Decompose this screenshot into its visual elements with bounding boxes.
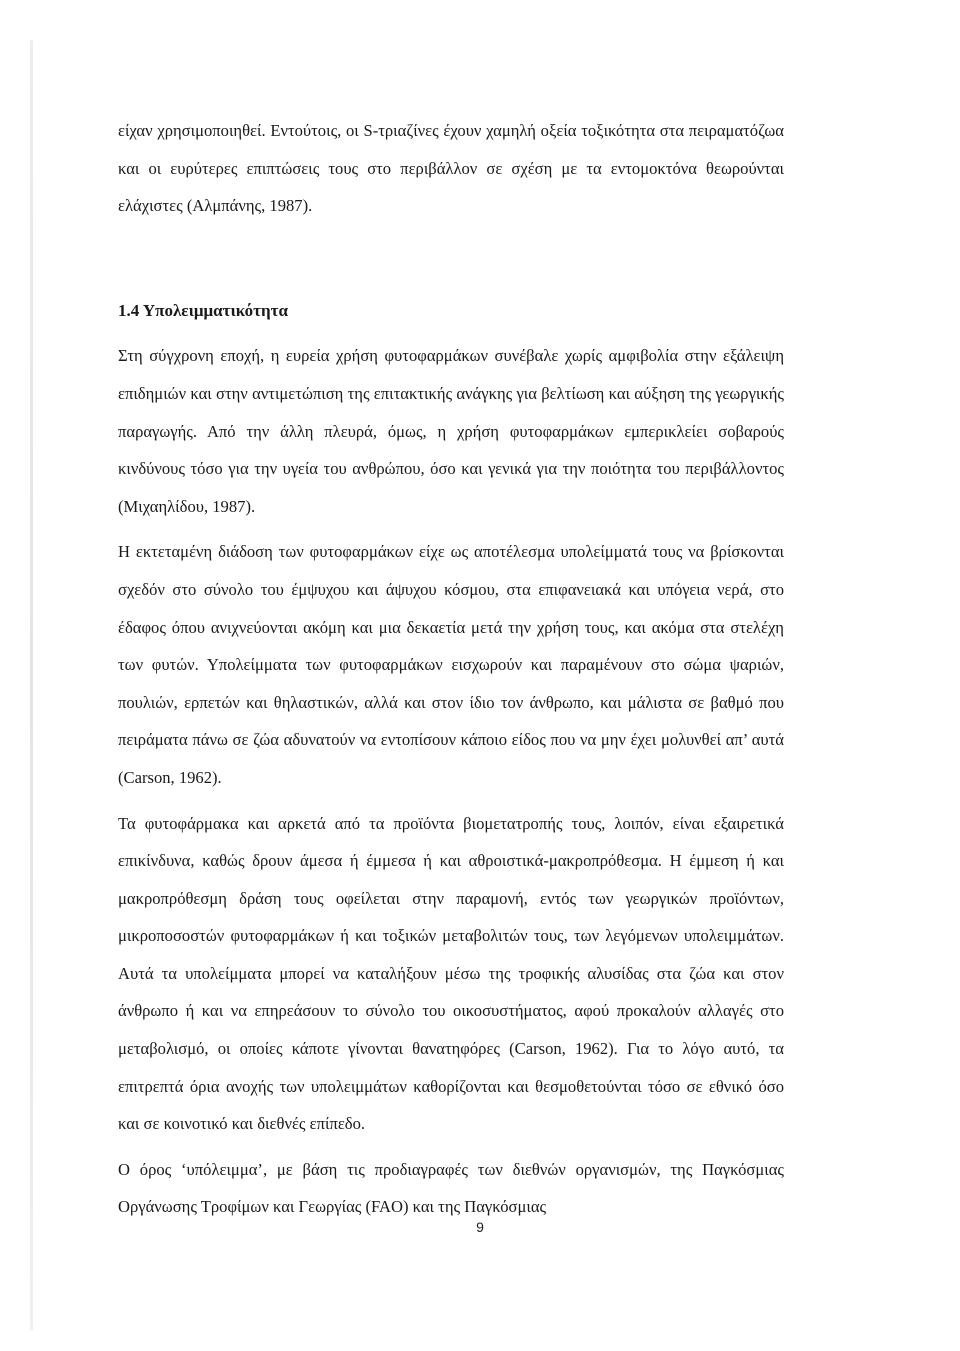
scan-edge-shadow xyxy=(30,40,33,1330)
paragraph-continued: είχαν χρησιμοποιηθεί. Εντούτοις, οι S-τριαζίνες έχουν χαμηλή οξεία τοξικότητα στα πειραματόζωα και οι ευρύτερες επιπτώσεις τους στο περιβάλλον σε σχέση με τα εντομοκτόνα θεωρούνται ελάχιστες (Αλμπάνης, 1987). xyxy=(118,121,784,216)
page-number: 9 xyxy=(476,1219,484,1235)
document-page xyxy=(118,112,784,1226)
paragraph-1: Στη σύγχρονη εποχή, η ευρεία χρήση φυτοφαρμάκων συνέβαλε χωρίς αμφιβολία στην εξάλειψη επιδημιών και στην αντιμετώπιση της επιτακτικής ανάγκης για βελτίωση και αύξηση της γεωργικής παραγωγής. Από την άλλη πλευρά, όμως, η χρήση φυτοφαρμάκων εμπερικλείει σοβαρούς κινδύνους τόσο για την υγεία του ανθρώπου, όσο και γενικά για την ποιότητα του περιβάλλοντος (Μιχαηλίδου, 1987). xyxy=(118,346,784,516)
paragraph-4: Ο όρος ‘υπόλειμμα’, με βάση τις προδιαγραφές των διεθνών οργανισμών, της Παγκόσμιας Οργάνωσης Τροφίμων και Γεωργίας (FAO) και της Παγκόσμιας xyxy=(118,1159,784,1217)
section-heading: 1.4 Υπολειμματικότητα xyxy=(118,300,288,320)
paragraph-3: Τα φυτοφάρμακα και αρκετά από τα προϊόντα βιομετατροπής τους, λοιπόν, είναι εξαιρετικά επικίνδυνα, καθώς δρουν άμεσα ή έμμεσα ή και αθροιστικά-μακροπρόθεσμα. Η έμμεση ή και μακροπρόθεσμη δράση τους οφείλεται στην παραμονή, εντός των γεωργικών προϊόντων, μικροποσοστών φυτοφαρμάκων ή και τοξικών μεταβολιτών τους, των λεγόμενων υπολειμμάτων. Αυτά τα υπολείμματα μπορεί να καταλήξουν μέσω της τροφικής αλυσίδας στα ζώα και στον άνθρωπο ή και να επηρεάσουν το σύνολο του οικοσυστήματος, αφού προκαλούν αλλαγές στο μεταβολισμό, οι οποίες κάποτε γίνονται θανατηφόρες (Carson, 1962). Για το λόγο αυτό, τα επιτρεπτά όρια ανοχής των υπολειμμάτων καθορίζονται και θεσμοθετούνται τόσο σε εθνικό όσο και σε κοινοτικό και διεθνές επίπεδο. xyxy=(118,813,784,1134)
paragraph-2: Η εκτεταμένη διάδοση των φυτοφαρμάκων είχε ως αποτέλεσμα υπολείμματά τους να βρίσκονται σχεδόν στο σύνολο του έμψυχου και άψυχου κόσμου, στα επιφανειακά και υπόγεια νερά, στο έδαφος όπου ανιχνεύονται ακόμη και μια δεκαετία μετά την χρήση τους, και ακόμα στα στελέχη των φυτών. Υπολείμματα των φυτοφαρμάκων εισχωρούν και παραμένουν στο σώμα ψαριών, πουλιών, ερπετών και θηλαστικών, αλλά και στον ίδιο τον άνθρωπο, και μάλιστα σε βαθμό που πειράματα πάνω σε ζώα αδυνατούν να εντοπίσουν κάποιο είδος που να μην έχει μολυνθεί απ’ αυτά (Carson, 1962). xyxy=(118,542,784,787)
